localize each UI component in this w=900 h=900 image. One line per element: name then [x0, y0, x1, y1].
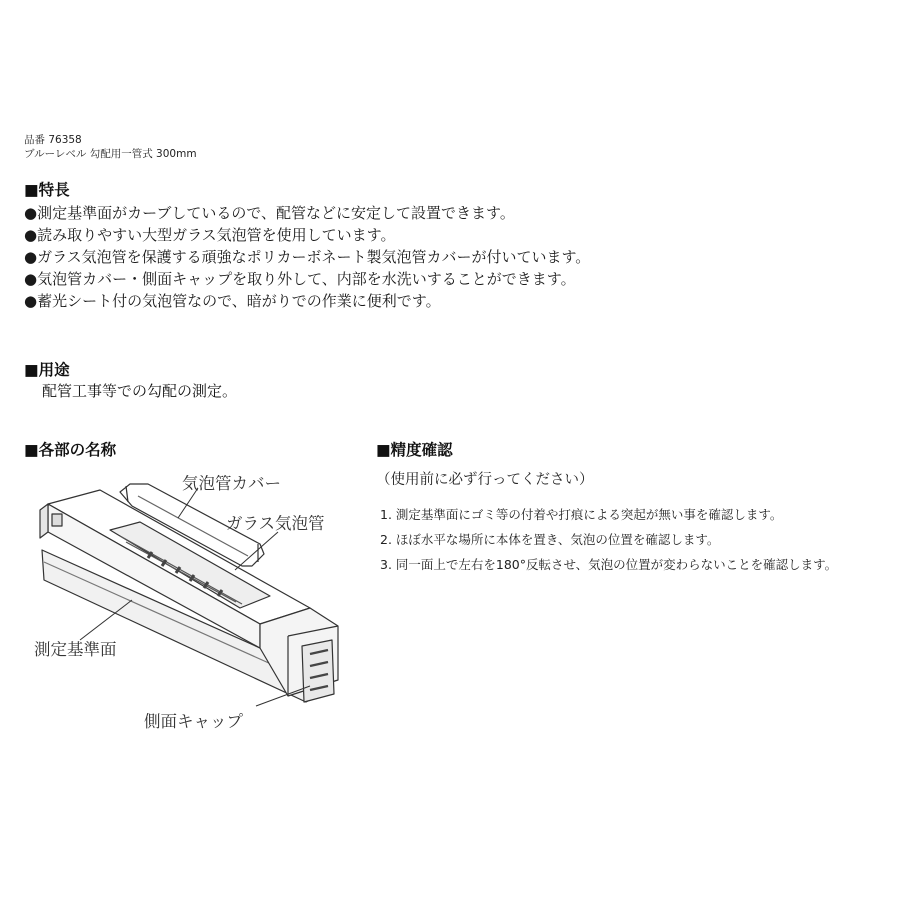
accuracy-step: 2. ほぼ水平な場所に本体を置き、気泡の位置を確認します。 [380, 532, 720, 547]
product-name: ブルーレベル 勾配用一管式 300mm [24, 148, 197, 160]
feature-item: ●測定基準面がカーブしているので、配管などに安定して設置できます。 [24, 204, 515, 222]
parts-heading: ■各部の名称 [24, 441, 117, 459]
accuracy-note: （使用前に必ず行ってください） [376, 472, 594, 488]
label-glass-vial: ガラス気泡管 [226, 514, 325, 533]
accuracy-step: 1. 測定基準面にゴミ等の付着や打痕による突起が無い事を確認します。 [380, 507, 783, 522]
accuracy-step: 3. 同一面上で左右を180°反転させ、気泡の位置が変わらないことを確認します。 [380, 557, 838, 572]
feature-item: ●蓄光シート付の気泡管なので、暗がりでの作業に便利です。 [24, 292, 441, 310]
accuracy-heading: ■精度確認 [376, 441, 453, 459]
usage-heading: ■用途 [24, 361, 70, 379]
feature-item: ●読み取りやすい大型ガラス気泡管を使用しています。 [24, 226, 396, 244]
side-cap [302, 640, 334, 702]
product-number: 品番 76358 [24, 134, 82, 146]
label-vial-cover: 気泡管カバー [182, 474, 281, 493]
feature-item: ●ガラス気泡管を保護する頑強なポリカーボネート製気泡管カバーが付いています。 [24, 248, 591, 266]
accuracy-steps [380, 502, 837, 577]
label-measuring-surface: 測定基準面 [34, 640, 117, 659]
features-heading: ■特長 [24, 181, 70, 199]
feature-item: ●気泡管カバー・側面キャップを取り外して、内部を水洗いすることができます。 [24, 270, 576, 288]
usage-text: 配管工事等での勾配の測定。 [42, 382, 238, 400]
features-list [24, 202, 590, 312]
label-side-cap: 側面キャップ [144, 712, 243, 731]
